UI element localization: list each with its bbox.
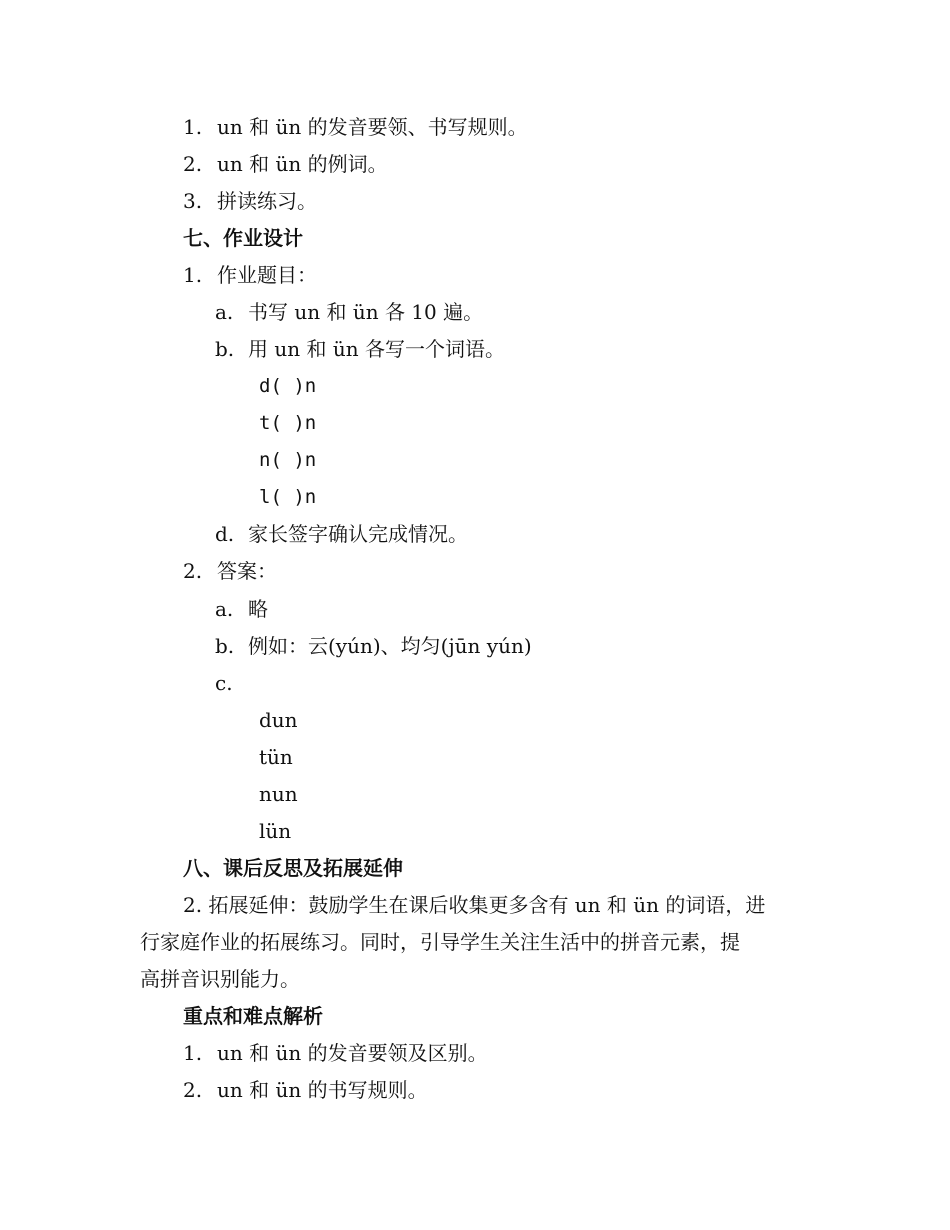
sub-item	[215, 522, 468, 546]
section-heading: 八、课后反思及拓展延伸	[183, 856, 403, 880]
question-label	[183, 263, 317, 287]
paragraph-line: 行家庭作业的拓展练习。同时，引导学生关注生活中的拼音元素，提	[140, 930, 740, 954]
list-text: 拼读练习。	[217, 189, 317, 213]
list-text: un 和 ün 的发音要领及区别。	[217, 1041, 488, 1065]
answer-word: tün	[259, 745, 293, 769]
fill-blank: n( )n	[259, 449, 317, 471]
sub-text: 书写 un 和 ün 各 10 遍。	[248, 300, 484, 324]
sub-text: 用 un 和 ün 各写一个词语。	[248, 337, 505, 361]
list-text: un 和 ün 的书写规则。	[217, 1078, 428, 1102]
section-heading: 七、作业设计	[183, 226, 303, 250]
list-item	[183, 152, 388, 176]
list-item	[183, 189, 317, 213]
answer-item	[215, 597, 268, 621]
paragraph-line: 高拼音识别能力。	[140, 967, 300, 991]
section-heading: 重点和难点解析	[183, 1004, 323, 1028]
list-number: 1.	[183, 115, 203, 139]
paragraph-line: 2. 拓展延伸：鼓励学生在课后收集更多含有 un 和 ün 的词语，进	[183, 893, 766, 917]
answer-item	[215, 671, 248, 695]
list-item	[183, 1041, 488, 1065]
answer-item	[215, 634, 532, 658]
answer-word: dun	[259, 708, 298, 732]
list-number: 2.	[183, 1078, 203, 1102]
fill-blank: t( )n	[259, 412, 317, 434]
sub-item	[215, 337, 505, 361]
list-text: 答案：	[217, 559, 277, 583]
sub-letter: a.	[215, 597, 234, 621]
list-number: 3.	[183, 189, 203, 213]
list-number: 1.	[183, 263, 203, 287]
list-item	[183, 1078, 428, 1102]
answer-word: lün	[259, 819, 292, 843]
sub-letter: c.	[215, 671, 233, 695]
sub-letter: b.	[215, 337, 235, 361]
list-number: 1.	[183, 1041, 203, 1065]
sub-text: 例如：云(yún)、均匀(jūn yún)	[248, 634, 532, 658]
list-text: un 和 ün 的例词。	[217, 152, 388, 176]
sub-text: 略	[248, 597, 268, 621]
sub-text: 家长签字确认完成情况。	[248, 522, 468, 546]
list-number: 2.	[183, 559, 203, 583]
sub-letter: b.	[215, 634, 235, 658]
list-item	[183, 115, 528, 139]
fill-blank: l( )n	[259, 486, 317, 508]
sub-letter: d.	[215, 522, 235, 546]
sub-letter: a.	[215, 300, 234, 324]
sub-item	[215, 300, 483, 324]
answer-label	[183, 559, 277, 583]
answer-word: nun	[259, 782, 298, 806]
fill-blank: d( )n	[259, 375, 317, 397]
list-number: 2.	[183, 152, 203, 176]
list-text: un 和 ün 的发音要领、书写规则。	[217, 115, 528, 139]
list-text: 作业题目：	[217, 263, 317, 287]
